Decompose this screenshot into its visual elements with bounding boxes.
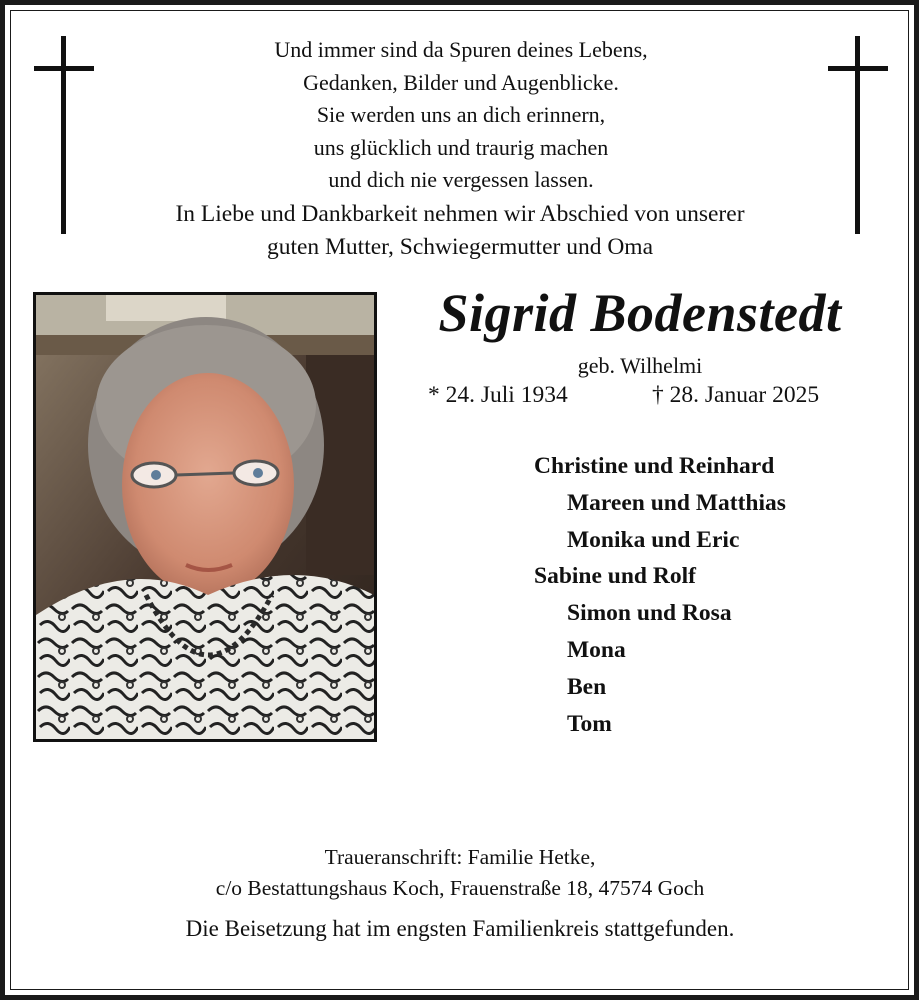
mourner-name: Ben [567, 673, 607, 700]
intro-line: guten Mutter, Schwiegermutter und Oma [266, 234, 654, 260]
memorial-poem [120, 34, 802, 197]
mourner-name: Christine und Reinhard [534, 453, 775, 479]
intro-line: In Liebe und Dankbarkeit nehmen wir Abschied von unserer [175, 201, 745, 227]
poem-line: und dich nie vergessen lassen. [328, 167, 594, 192]
birth-name: geb. Wilhelmi [577, 353, 703, 378]
portrait-photo [33, 292, 377, 742]
mourner-name: Tom [567, 710, 612, 737]
poem-line: Sie werden uns an dich erinnern, [316, 102, 606, 127]
mourner-name: Mona [567, 636, 626, 663]
mourner-name: Monika und Eric [567, 526, 740, 553]
address-line: Traueranschrift: Familie Hetke, [324, 845, 596, 869]
farewell-intro [90, 198, 830, 264]
mourners-list [534, 448, 786, 742]
address-line: c/o Bestattungshaus Koch, Frauenstraße 18, 47574 Goch [215, 876, 705, 900]
mourner-name: Mareen und Matthias [567, 489, 786, 516]
poem-line: Und immer sind da Spuren deines Lebens, [274, 37, 648, 62]
burial-note: Die Beisetzung hat im engsten Familienkreis stattgefunden. [185, 916, 735, 941]
mourner-name: Simon und Rosa [567, 600, 732, 627]
cross-icon [34, 36, 94, 236]
cross-icon [828, 36, 888, 236]
poem-line: uns glücklich und traurig machen [313, 134, 609, 160]
poem-line: Gedanken, Bilder und Augenblicke. [303, 69, 619, 95]
death-date: † 28. Januar 2025 [652, 382, 820, 408]
mourner-name: Sabine und Rolf [534, 563, 696, 590]
mourning-address [80, 842, 840, 904]
deceased-name: Sigrid Bodenstedt [438, 283, 842, 343]
birth-date: * 24. Juli 1934 [428, 382, 568, 408]
